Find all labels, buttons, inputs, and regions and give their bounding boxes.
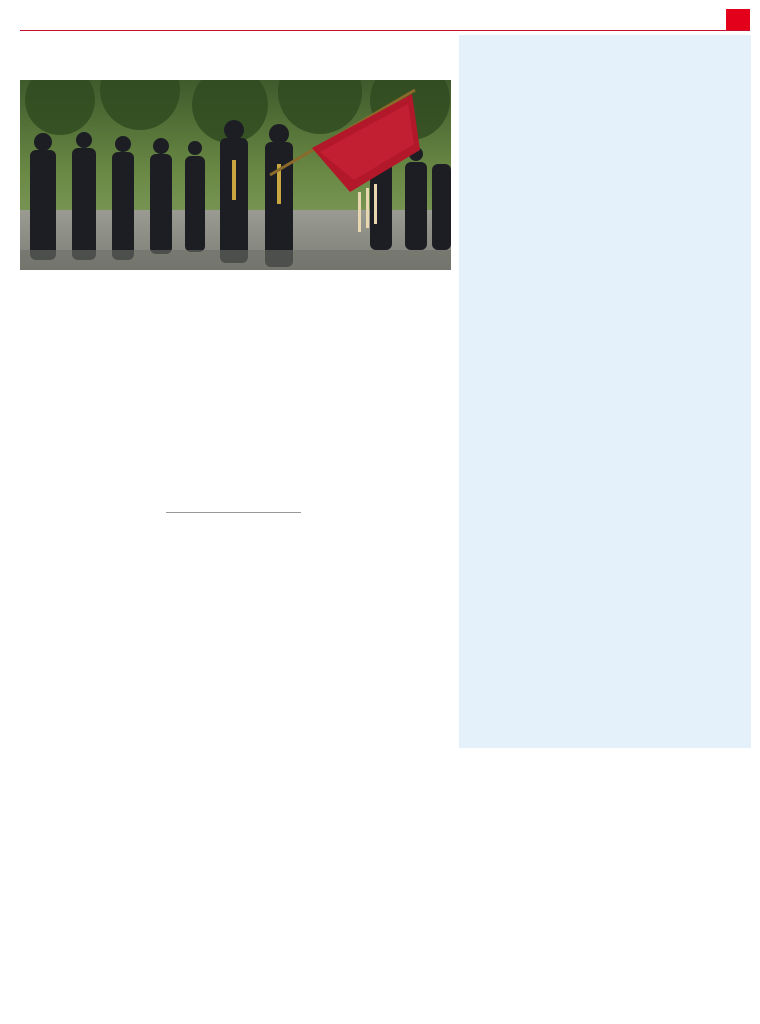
- article-column-3: [313, 277, 448, 1019]
- parade-photo: [20, 80, 451, 270]
- pull-quote-divider: [166, 512, 301, 513]
- article-column-2: [166, 519, 301, 1019]
- article-column-1: [20, 277, 147, 1019]
- article-column-5: [607, 752, 745, 1004]
- page-marker-box: [726, 9, 750, 31]
- sidebar-column-right: [610, 62, 751, 747]
- sidebar-column-left: [466, 62, 607, 747]
- article-column-4: [458, 752, 598, 1019]
- header-rule: [20, 30, 750, 31]
